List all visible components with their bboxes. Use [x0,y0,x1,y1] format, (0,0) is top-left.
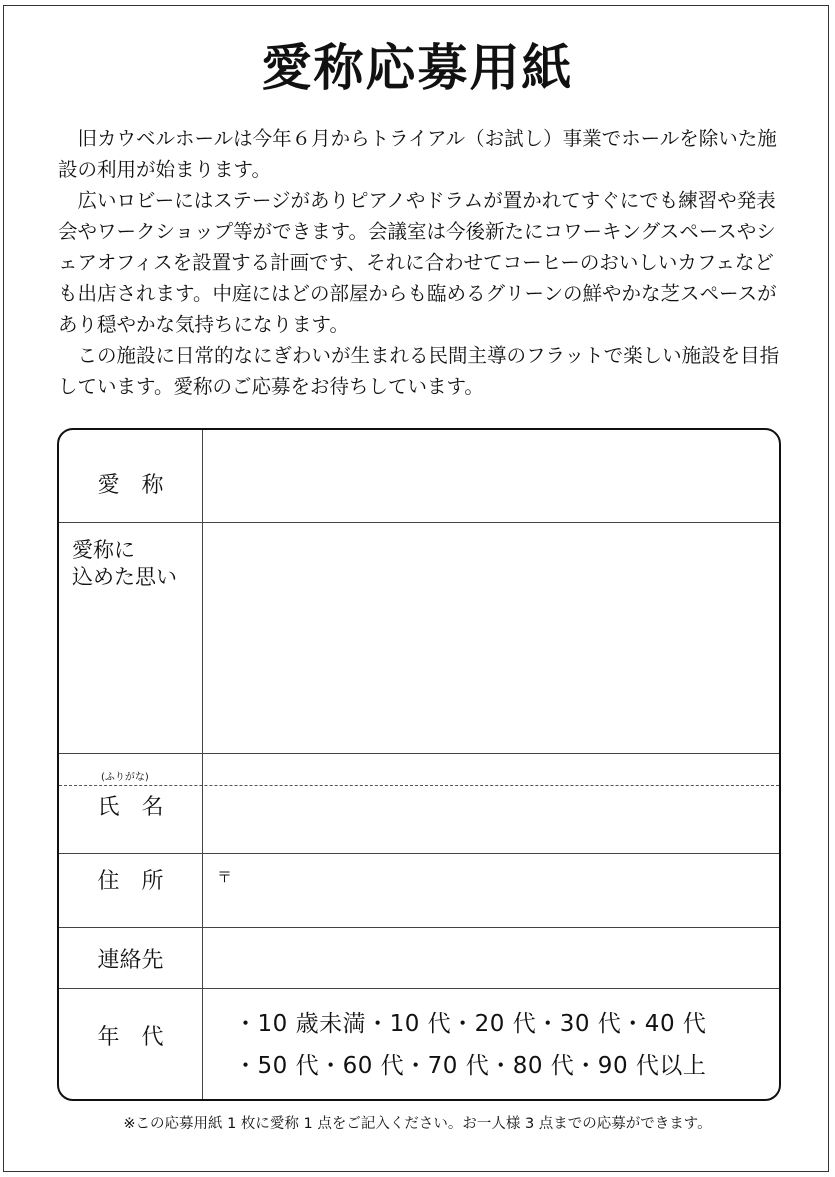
intro-paragraph: 旧カウベルホールは今年６月からトライアル（お試し）事業でホールを除いた施設の利用が始まります。 [58,127,777,181]
age-options-line[interactable]: ・10 歳未満・10 代・20 代・30 代・40 代 [234,1011,707,1037]
contact-label: 連絡先 [97,948,164,973]
furigana-field[interactable] [203,754,781,785]
age-options-line[interactable]: ・50 代・60 代・70 代・80 代・90 代以上 [234,1053,707,1079]
postal-mark: 〒 [217,868,233,886]
thoughts-label-line: 愛称に [72,538,135,562]
name-label: 氏 名 [97,795,164,820]
application-form [57,428,781,1101]
row-divider [59,988,779,989]
contact-field[interactable] [203,928,781,988]
age-label: 年 代 [97,1025,164,1050]
thoughts-label [72,537,177,591]
intro-paragraph: この施設に日常的なにぎわいが生まれる民間主導のフラットで楽しい施設を目指しています。愛称のご応募をお待ちしています。 [58,344,780,398]
footnote: ※この応募用紙 1 枚に愛称 1 点をご記入ください。お一人様 3 点までの応募ができます。 [123,1116,712,1132]
thoughts-field[interactable] [203,523,781,753]
address-label: 住 所 [97,869,164,894]
furigana-label: (ふりがな) [101,772,149,783]
thoughts-label-line: 込めた思い [72,565,177,589]
nickname-field[interactable] [203,430,781,522]
name-field[interactable] [203,786,781,853]
intro-paragraph: 広いロビーにはステージがありピアノやドラムが置かれてすぐにでも練習や発表会やワークショップ等ができます。会議室は今後新たにコワーキングスペースやシェアオフィスを設置する計画です、それに合わせてコーヒーのおいしいカフェなども出店されます。中庭にはどの部屋からも臨めるグリーンの鮮やかな芝スペースがあり穏やかな気持ちになります。 [58,189,777,336]
address-field[interactable] [234,854,781,927]
page-title: 愛称応募用紙 [261,39,574,97]
intro-text [58,123,788,402]
nickname-label: 愛 称 [97,473,164,498]
